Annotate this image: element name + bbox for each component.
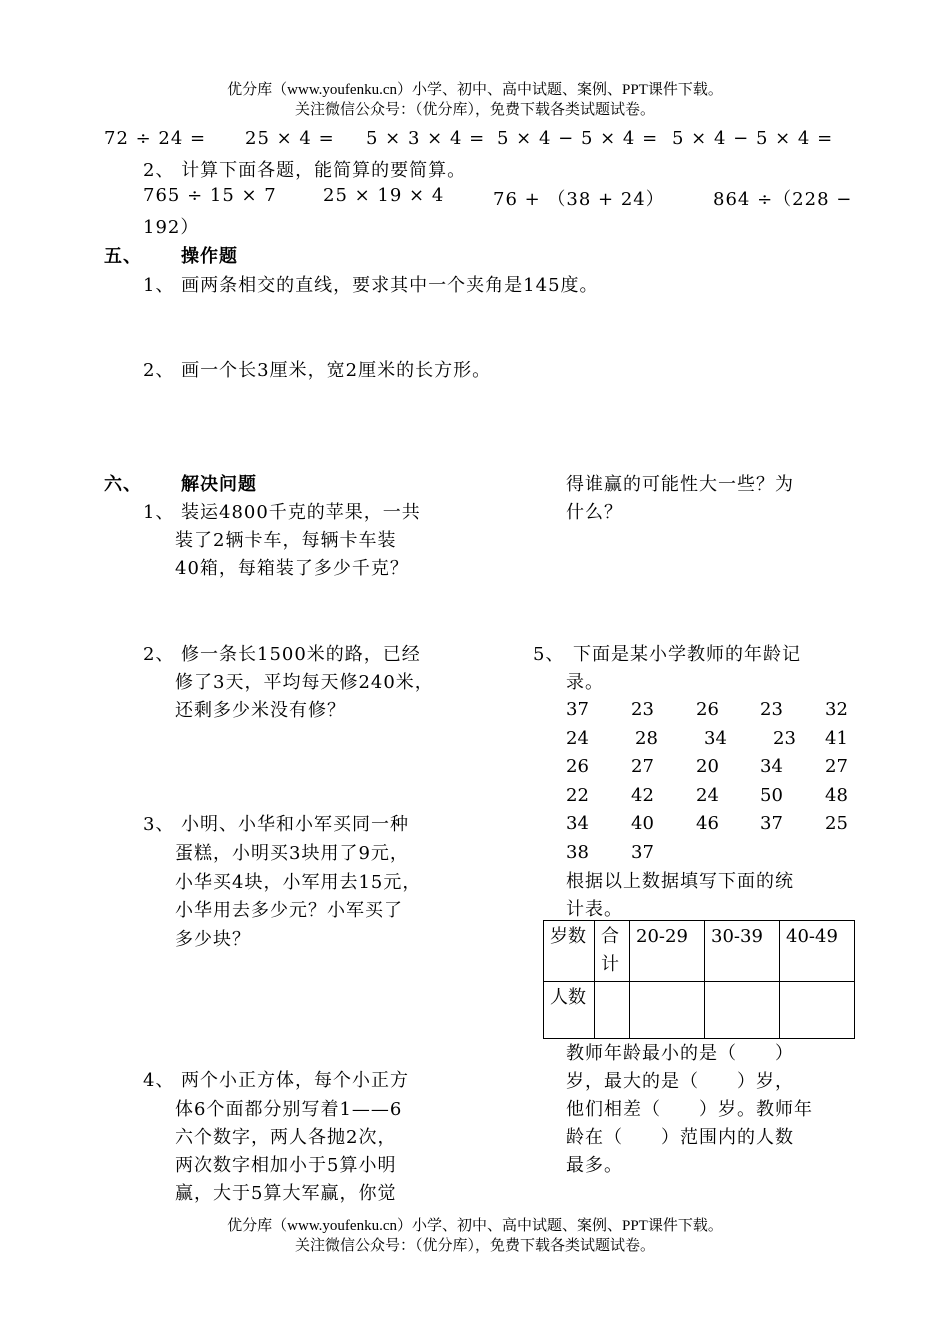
table-header-cell: 30-39 [705, 921, 780, 982]
statistics-table [543, 920, 855, 1039]
question-line: 体6个面都分别写着1——6 [175, 1099, 403, 1120]
footer-line-1: 优分库（www.youfenku.cn）小学、初中、高中试题、案例、PPT课件下载。 [227, 1218, 723, 1234]
age-value: 26 [566, 756, 589, 777]
question-line: 多少块？ [175, 929, 251, 950]
calc-item: 25 × 4 = [245, 128, 335, 149]
age-value: 41 [825, 727, 848, 749]
age-value: 37 [760, 813, 783, 834]
question-line: 小华用去多少元？小军买了 [175, 900, 403, 921]
table-row [544, 982, 855, 1039]
calc-item: 25 × 19 × 4 [323, 185, 445, 206]
age-value: 48 [825, 784, 848, 806]
table-header-row [544, 921, 855, 982]
header-line-1: 优分库（www.youfenku.cn）小学、初中、高中试题、案例、PPT课件下载。 [227, 82, 723, 98]
footer-line-2: 关注微信公众号：（优分库），免费下载各类试题试卷。 [294, 1238, 655, 1254]
calc-item: 72 ÷ 24 = [104, 128, 207, 149]
table-header-cell: 40-49 [780, 921, 855, 982]
table-cell-empty[interactable] [630, 982, 705, 1039]
age-value: 27 [631, 756, 654, 777]
question-text: 1、 画两条相交的直线，要求其中一个夹角是145度。 [143, 275, 599, 296]
age-value: 22 [566, 784, 589, 806]
age-value: 34 [760, 756, 783, 777]
age-value: 24 [566, 727, 589, 749]
calc-item: 765 ÷ 15 × 7 [143, 185, 277, 206]
age-value: 32 [825, 699, 848, 720]
table-cell-empty[interactable] [705, 982, 780, 1039]
question-line: 两个小正方体，每个小正方 [181, 1070, 409, 1091]
question-line: 修了3天，平均每天修240米， [175, 672, 434, 693]
question-line: 得谁赢的可能性大一些？为 [566, 474, 794, 495]
question-line: 他们相差（ ）岁。教师年 [566, 1099, 813, 1120]
age-value: 27 [825, 756, 848, 777]
age-value: 28 [635, 727, 658, 749]
age-value: 42 [631, 784, 654, 806]
table-header-cell: 岁数 [544, 921, 595, 982]
age-value: 50 [760, 784, 783, 806]
age-value: 26 [696, 699, 719, 720]
question-line: 两次数字相加小于5算小明 [175, 1155, 397, 1176]
age-value: 23 [760, 699, 783, 720]
question-line: 小华买4块，小军用去15元， [175, 872, 422, 893]
question-line: 龄在（ ）范围内的人数 [566, 1127, 794, 1148]
question-number: 3、 [143, 814, 175, 835]
question-line: 40箱，每箱装了多少千克？ [175, 558, 409, 579]
table-header-cell: 20-29 [630, 921, 705, 982]
age-value: 23 [773, 727, 796, 749]
age-value: 37 [631, 841, 654, 863]
table-cell-empty[interactable] [780, 982, 855, 1039]
age-value: 23 [631, 699, 654, 720]
age-value: 46 [696, 813, 719, 834]
age-value: 34 [566, 813, 589, 834]
question-line: 根据以上数据填写下面的统 [566, 871, 794, 892]
question-text: 2、 画一个长3厘米，宽2厘米的长方形。 [143, 360, 492, 381]
age-value: 24 [696, 784, 719, 806]
question-line: 岁，最大的是（ ）岁， [566, 1071, 794, 1092]
question-number: 2、 [143, 644, 175, 665]
calc-item-continued: 192） [143, 217, 200, 238]
question-number: 1、 [143, 502, 175, 523]
calc-item: 5 × 4 − 5 × 4 = [672, 128, 834, 149]
question-line: 装运4800千克的苹果，一共 [181, 502, 421, 523]
question-line: 赢，大于5算大军赢，你觉 [175, 1183, 397, 1204]
question-line: 什么？ [566, 502, 623, 523]
question-line: 还剩多少米没有修？ [175, 700, 346, 721]
age-value: 40 [631, 813, 654, 834]
calc-item: 76 + （38 + 24） [493, 189, 665, 210]
question-line: 小明、小华和小军买同一种 [181, 814, 409, 835]
age-value: 25 [825, 813, 848, 834]
section-title: 解决问题 [181, 474, 257, 495]
section-number: 六、 [104, 474, 142, 495]
age-value: 20 [696, 756, 719, 777]
calc-item: 864 ÷（228 − [713, 189, 853, 210]
question-line: 录。 [566, 672, 604, 693]
question-title: 2、 计算下面各题，能简算的要简算。 [143, 160, 467, 181]
age-value: 38 [566, 841, 589, 863]
age-value: 37 [566, 699, 589, 720]
question-line: 最多。 [566, 1155, 623, 1176]
question-line: 蛋糕，小明买3块用了9元， [175, 843, 409, 864]
table-cell-empty[interactable] [595, 982, 630, 1039]
section-title: 操作题 [181, 246, 238, 267]
calc-item: 5 × 3 × 4 = [366, 128, 486, 149]
question-line: 计表。 [566, 899, 623, 920]
question-number: 4、 [143, 1070, 175, 1091]
question-line: 六个数字，两人各抛2次， [175, 1127, 397, 1148]
question-number: 5、 [533, 644, 565, 665]
section-number: 五、 [104, 246, 142, 267]
question-line: 教师年龄最小的是（ ） [566, 1043, 794, 1064]
calc-item: 5 × 4 − 5 × 4 = [497, 128, 659, 149]
table-row-label: 人数 [544, 982, 595, 1039]
question-line: 装了2辆卡车，每辆卡车装 [175, 530, 397, 551]
question-line: 下面是某小学教师的年龄记 [573, 644, 801, 665]
table-header-cell: 合计 [595, 921, 630, 982]
header-line-2: 关注微信公众号：（优分库），免费下载各类试题试卷。 [294, 102, 655, 118]
question-line: 修一条长1500米的路，已经 [181, 644, 421, 665]
age-value: 34 [704, 727, 727, 749]
